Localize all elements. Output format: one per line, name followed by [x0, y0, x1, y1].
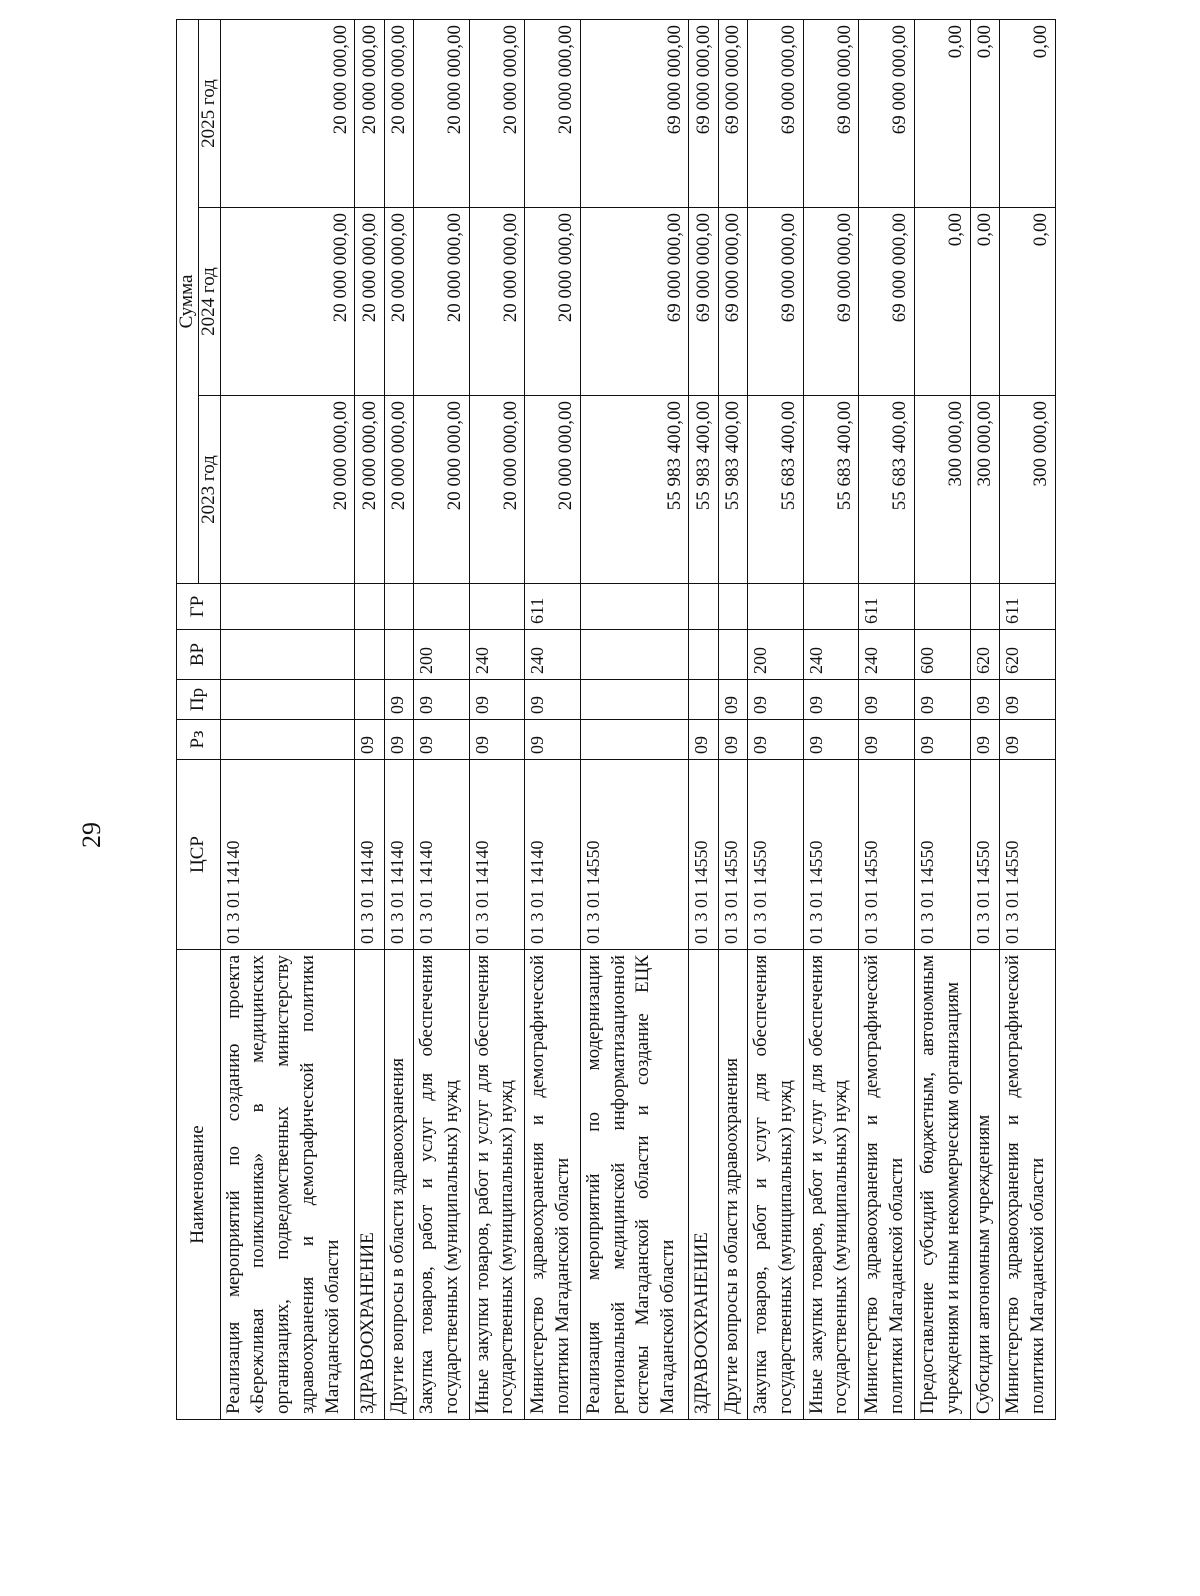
header-gr: ГР — [177, 584, 221, 630]
cell-rz: 09 — [384, 720, 413, 760]
cell-csr: 01 3 01 14550 — [859, 760, 915, 950]
cell-pr: 09 — [469, 680, 525, 720]
cell-2023: 300 000,00 — [970, 396, 999, 584]
cell-2023: 300 000,00 — [1000, 396, 1056, 584]
cell-2023: 20 000 000,00 — [469, 396, 525, 584]
table-row — [414, 19, 470, 1419]
cell-gr — [469, 584, 525, 630]
cell-rz: 09 — [803, 720, 859, 760]
cell-rz: 09 — [469, 720, 525, 760]
cell-vr — [689, 630, 718, 680]
cell-csr: 01 3 01 14550 — [803, 760, 859, 950]
header-2023: 2023 год — [198, 396, 220, 584]
cell-2024: 69 000 000,00 — [689, 208, 718, 396]
cell-pr — [689, 680, 718, 720]
cell-2025: 20 000 000,00 — [355, 19, 384, 207]
header-2025: 2025 год — [198, 19, 220, 207]
cell-name: Закупка товаров, работ и услуг для обеспечения государственных (муниципальных) нужд — [414, 950, 470, 1420]
cell-rz — [220, 720, 354, 760]
cell-rz: 09 — [718, 720, 747, 760]
cell-2024: 69 000 000,00 — [803, 208, 859, 396]
cell-rz — [581, 720, 689, 760]
cell-2023: 20 000 000,00 — [414, 396, 470, 584]
cell-pr: 09 — [859, 680, 915, 720]
header-name: Наименование — [177, 950, 221, 1420]
table-row — [355, 19, 384, 1419]
cell-name: Закупка товаров, работ и услуг для обеспечения государственных (муниципальных) нужд — [748, 950, 804, 1420]
cell-vr: 240 — [525, 630, 581, 680]
cell-pr: 09 — [970, 680, 999, 720]
cell-2024: 20 000 000,00 — [355, 208, 384, 396]
cell-csr: 01 3 01 14140 — [414, 760, 470, 950]
cell-2023: 300 000,00 — [915, 396, 971, 584]
cell-2024: 69 000 000,00 — [859, 208, 915, 396]
cell-name: Иные закупки товаров, работ и услуг для обеспечения государственных (муниципальных) нужд — [469, 950, 525, 1420]
cell-rz: 09 — [970, 720, 999, 760]
cell-gr — [414, 584, 470, 630]
cell-2023: 55 983 400,00 — [581, 396, 689, 584]
cell-name: Другие вопросы в области здравоохранения — [384, 950, 413, 1420]
cell-2024: 0,00 — [970, 208, 999, 396]
cell-pr: 09 — [414, 680, 470, 720]
header-csr: ЦСР — [177, 760, 221, 950]
budget-table-container — [176, 20, 1056, 1420]
cell-gr — [915, 584, 971, 630]
page-number: 29 — [77, 822, 106, 848]
cell-2025: 20 000 000,00 — [384, 19, 413, 207]
cell-pr: 09 — [1000, 680, 1056, 720]
table-row — [1000, 19, 1056, 1419]
cell-2024: 69 000 000,00 — [581, 208, 689, 396]
cell-vr — [581, 630, 689, 680]
cell-2024: 20 000 000,00 — [414, 208, 470, 396]
cell-pr: 09 — [718, 680, 747, 720]
cell-rz: 09 — [859, 720, 915, 760]
header-pr: Пр — [177, 680, 221, 720]
cell-gr: 611 — [525, 584, 581, 630]
cell-vr — [355, 630, 384, 680]
cell-rz: 09 — [1000, 720, 1056, 760]
cell-name: ЗДРАВООХРАНЕНИЕ — [689, 950, 718, 1420]
header-rz: Рз — [177, 720, 221, 760]
table-row — [689, 19, 718, 1419]
cell-2023: 20 000 000,00 — [384, 396, 413, 584]
cell-gr — [581, 584, 689, 630]
cell-2023: 20 000 000,00 — [525, 396, 581, 584]
cell-2025: 69 000 000,00 — [581, 19, 689, 207]
table-row — [970, 19, 999, 1419]
cell-gr — [970, 584, 999, 630]
cell-rz: 09 — [525, 720, 581, 760]
table-row — [803, 19, 859, 1419]
cell-vr: 240 — [859, 630, 915, 680]
table-row — [718, 19, 747, 1419]
cell-pr — [355, 680, 384, 720]
cell-2024: 20 000 000,00 — [220, 208, 354, 396]
cell-2025: 20 000 000,00 — [469, 19, 525, 207]
cell-2025: 0,00 — [970, 19, 999, 207]
cell-gr — [748, 584, 804, 630]
table-row — [915, 19, 971, 1419]
cell-2024: 0,00 — [1000, 208, 1056, 396]
cell-2025: 69 000 000,00 — [748, 19, 804, 207]
cell-gr — [718, 584, 747, 630]
cell-vr — [384, 630, 413, 680]
cell-vr — [718, 630, 747, 680]
cell-2023: 55 983 400,00 — [689, 396, 718, 584]
cell-gr — [384, 584, 413, 630]
cell-2024: 20 000 000,00 — [525, 208, 581, 396]
cell-csr: 01 3 01 14140 — [355, 760, 384, 950]
table-row — [859, 19, 915, 1419]
cell-2023: 20 000 000,00 — [355, 396, 384, 584]
cell-csr: 01 3 01 14140 — [384, 760, 413, 950]
cell-2025: 0,00 — [1000, 19, 1056, 207]
cell-2024: 69 000 000,00 — [748, 208, 804, 396]
cell-name: Министерство здравоохранения и демографической политики Магаданской области — [525, 950, 581, 1420]
cell-2024: 0,00 — [915, 208, 971, 396]
cell-gr — [689, 584, 718, 630]
cell-name: Другие вопросы в области здравоохранения — [718, 950, 747, 1420]
cell-rz: 09 — [689, 720, 718, 760]
cell-vr: 200 — [748, 630, 804, 680]
cell-name: Реализация мероприятий по модернизации региональной медицинской информатизационной системы Магаданской области и создание ЕЦК Магаданской области — [581, 950, 689, 1420]
cell-vr: 620 — [970, 630, 999, 680]
cell-pr — [220, 680, 354, 720]
cell-pr: 09 — [915, 680, 971, 720]
cell-csr: 01 3 01 14140 — [525, 760, 581, 950]
cell-csr: 01 3 01 14140 — [220, 760, 354, 950]
cell-rz: 09 — [355, 720, 384, 760]
cell-2023: 55 683 400,00 — [859, 396, 915, 584]
cell-csr: 01 3 01 14550 — [1000, 760, 1056, 950]
cell-name: Субсидии автономным учреждениям — [970, 950, 999, 1420]
cell-name: ЗДРАВООХРАНЕНИЕ — [355, 950, 384, 1420]
header-vr: ВР — [177, 630, 221, 680]
cell-rz: 09 — [414, 720, 470, 760]
table-row — [748, 19, 804, 1419]
cell-vr: 240 — [469, 630, 525, 680]
header-row — [177, 19, 199, 1419]
cell-name: Иные закупки товаров, работ и услуг для обеспечения государственных (муниципальных) нужд — [803, 950, 859, 1420]
cell-2025: 69 000 000,00 — [689, 19, 718, 207]
cell-pr: 09 — [384, 680, 413, 720]
cell-2025: 20 000 000,00 — [525, 19, 581, 207]
header-sum: Сумма — [177, 19, 199, 583]
cell-2024: 20 000 000,00 — [384, 208, 413, 396]
cell-name: Министерство здравоохранения и демографической политики Магаданской области — [859, 950, 915, 1420]
cell-csr: 01 3 01 14140 — [469, 760, 525, 950]
cell-csr: 01 3 01 14550 — [581, 760, 689, 950]
cell-gr — [803, 584, 859, 630]
table-row — [384, 19, 413, 1419]
cell-rz: 09 — [915, 720, 971, 760]
cell-vr: 620 — [1000, 630, 1056, 680]
cell-vr: 200 — [414, 630, 470, 680]
cell-csr: 01 3 01 14550 — [915, 760, 971, 950]
cell-2023: 20 000 000,00 — [220, 396, 354, 584]
cell-2024: 69 000 000,00 — [718, 208, 747, 396]
cell-pr: 09 — [748, 680, 804, 720]
cell-csr: 01 3 01 14550 — [689, 760, 718, 950]
cell-csr: 01 3 01 14550 — [748, 760, 804, 950]
header-2024: 2024 год — [198, 208, 220, 396]
cell-2025: 69 000 000,00 — [803, 19, 859, 207]
cell-gr — [220, 584, 354, 630]
cell-gr: 611 — [859, 584, 915, 630]
cell-rz: 09 — [748, 720, 804, 760]
table-row — [220, 19, 354, 1419]
cell-csr: 01 3 01 14550 — [718, 760, 747, 950]
cell-vr — [220, 630, 354, 680]
cell-vr: 240 — [803, 630, 859, 680]
cell-pr — [581, 680, 689, 720]
cell-pr: 09 — [525, 680, 581, 720]
table-row — [525, 19, 581, 1419]
cell-2024: 20 000 000,00 — [469, 208, 525, 396]
cell-2023: 55 683 400,00 — [803, 396, 859, 584]
cell-2023: 55 683 400,00 — [748, 396, 804, 584]
table-row — [581, 19, 689, 1419]
cell-name: Предоставление субсидий бюджетным, автономным учреждениям и иным некоммерческим организациям — [915, 950, 971, 1420]
cell-2023: 55 983 400,00 — [718, 396, 747, 584]
cell-gr: 611 — [1000, 584, 1056, 630]
budget-table — [176, 19, 1056, 1420]
cell-vr: 600 — [915, 630, 971, 680]
cell-2025: 0,00 — [915, 19, 971, 207]
table-row — [469, 19, 525, 1419]
cell-2025: 20 000 000,00 — [220, 19, 354, 207]
cell-2025: 69 000 000,00 — [718, 19, 747, 207]
cell-gr — [355, 584, 384, 630]
cell-csr: 01 3 01 14550 — [970, 760, 999, 950]
cell-2025: 69 000 000,00 — [859, 19, 915, 207]
cell-2025: 20 000 000,00 — [414, 19, 470, 207]
cell-name: Реализация мероприятий по созданию проекта «Бережливая поликлиника» в медицинских организациях, подведомственных министерству здравоохранения и демографической политики Магаданской области — [220, 950, 354, 1420]
cell-name: Министерство здравоохранения и демографической политики Магаданской области — [1000, 950, 1056, 1420]
cell-pr: 09 — [803, 680, 859, 720]
